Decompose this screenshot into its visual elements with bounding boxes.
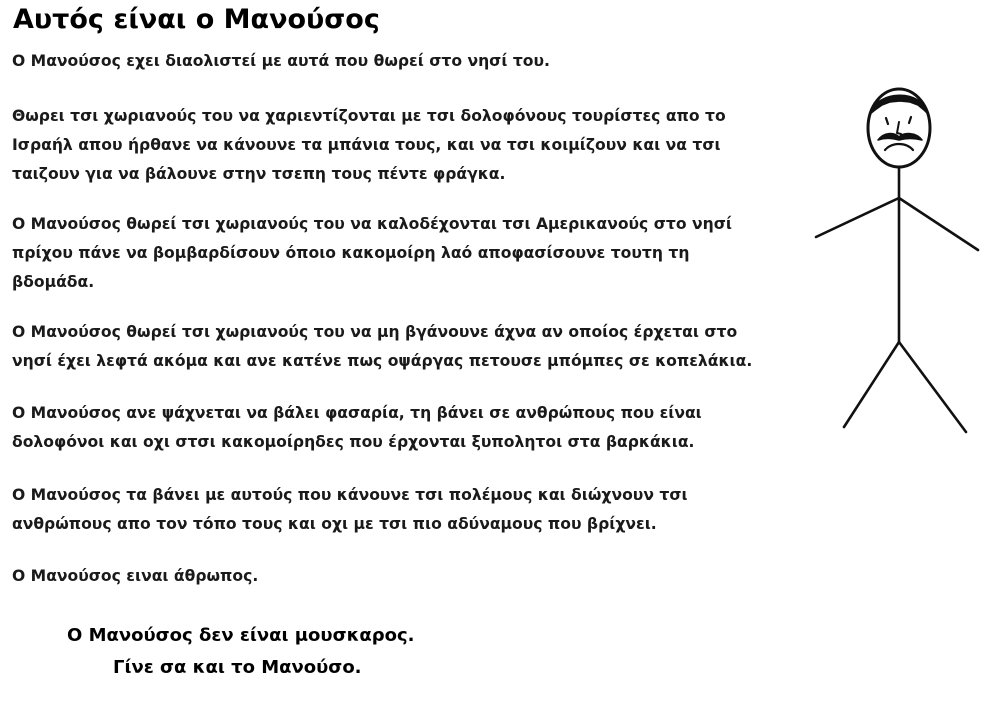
stick-figure-left-leg bbox=[844, 342, 899, 427]
paragraph-human: Ο Μανούσος ειναι άθρωπος. bbox=[12, 567, 259, 585]
paragraph-americans: Ο Μανούσος θωρεί τσι χωριανούς του να καλοδέχονται τσι Αμερικανούς στο νησί πρίχου πάνε να βομβαρδίσουν όποιο κακομοίρη λαό αποφασίσουνε τουτη τη βδομάδα. bbox=[12, 215, 732, 291]
stick-figure-left-arm bbox=[816, 198, 899, 237]
stick-figure-mouth bbox=[885, 144, 913, 150]
stick-figure-right-arm bbox=[899, 198, 978, 250]
stick-figure-right-leg bbox=[899, 342, 966, 432]
paragraph-intro: Ο Μανούσος εχει διαολιστεί με αυτά που θωρεί στο νησί του. bbox=[12, 52, 550, 70]
paragraph-trouble: Ο Μανούσος ανε ψάχνεται να βάλει φασαρία, τη βάνει σε ανθρώπους που είναι δολοφόνοι και οχι στσι κακομοίρηδες που έρχονται ξυπολητοι στα βαρκάκια. bbox=[12, 404, 702, 451]
closing-line-1: Ο Μανούσος δεν είναι μουσκαρος. bbox=[67, 625, 415, 646]
page-title: Αυτός είναι ο Μανούσος bbox=[13, 4, 380, 35]
stick-figure-illustration bbox=[800, 80, 1000, 440]
paragraph-tourists: Θωρει τσι χωριανούς του να χαριεντίζονται με τσι δολοφόνους τουρίστες απο το Ισραήλ απου ήρθανε να κάνουνε τα μπάνια τους, και να τσι κοιμίζουν και να τσι ταιζουν για να βάλουνε στην τσεπη τους πέντε φράγκα. bbox=[12, 107, 726, 183]
paragraph-money: Ο Μανούσος θωρεί τσι χωριανούς του να μη βγάνουνε άχνα αν οποίος έρχεται στο νησί έχει λεφτά ακόμα και ανε κατένε πως οψάργας πετουσε μπόμπες σε κοπελάκια. bbox=[12, 323, 753, 370]
closing-line-2: Γίνε σα και το Μανούσο. bbox=[113, 657, 362, 678]
paragraph-wars: Ο Μανούσος τα βάνει με αυτούς που κάνουνε τσι πολέμους και διώχνουν τσι ανθρώπους απο τον τόπο τους και οχι με τσι πιο αδύναμους που βρίχνει. bbox=[12, 486, 688, 533]
stick-figure-nose bbox=[897, 122, 901, 134]
